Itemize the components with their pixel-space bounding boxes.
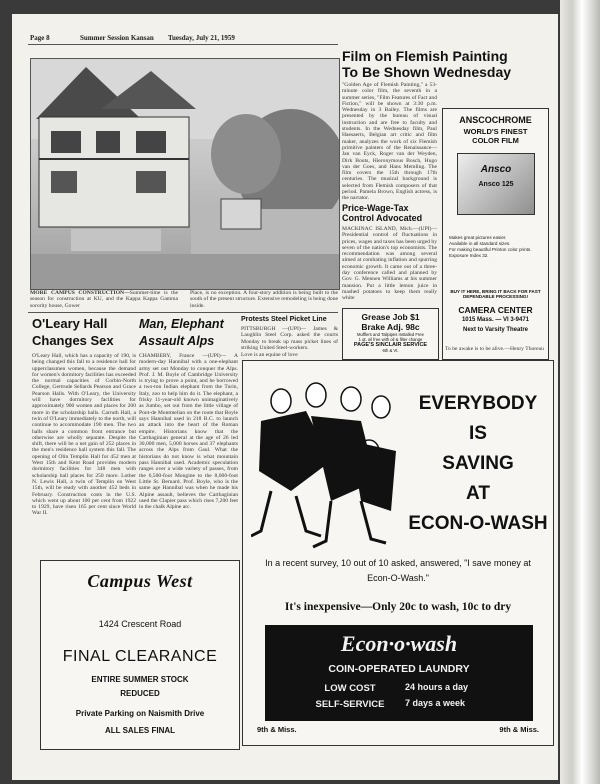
house-illustration xyxy=(31,59,339,289)
elephant-headline-1: Man, Elephant xyxy=(139,317,224,331)
econo-laundry: COIN-OPERATED LAUNDRY xyxy=(328,663,470,675)
caption-left-text: Summer-time is the season for construction at KU, and the Kappa Kappa Gamma sorority house, Gower xyxy=(30,290,178,309)
film-box-speed: Ansco 125 xyxy=(478,181,514,188)
clearance-line1: ENTIRE SUMMER STOCK xyxy=(91,675,189,684)
econo-location-left: 9th & Miss. xyxy=(257,725,297,734)
elephant-body: CHAMBERY, France —(UPI)— A modern-day Hannibal with a one-elephant army set out Monday to conquer the Alps. Prof. J. M. Boyle of Cambridge University is trying to prove a point, and he borrowed a two-ton Indian elephant from the Turin, Italy, zoo to help him do it. The elephant, a frisky 11-year-old known unimaginatively as Jumbo, set out from the little village of Pont-de Montmelian on the route that Boyle says Hannibal used in 218 B.C. to launch an attack into the heart of the Roman empire. Historians know that the Carthaginian general at the age of 26 led 30,000 men, 5,000 horses and 37 elephants across the Alps from Gaul. What the historians do not know is what mountain pass Hannibal used. Academic speculation ranges over a wide variety of passes, from the 6,500-foot Mongine to the 8,000-foot Little St. Bernard. Prof. Boyle, who is the same age Hannibal was when he made his Alpine assault, believes the Carthaginian used the Clapier pass which rises 7,200 feet in the chalk Alpine arc. xyxy=(139,353,238,511)
econowash-ad xyxy=(242,360,554,746)
oleary-headline-2: Changes Sex xyxy=(32,333,114,348)
campus-west-logo: Campus West xyxy=(87,571,193,591)
oleary-headline-1: O'Leary Hall xyxy=(32,316,108,331)
newspaper-name: Summer Session Kansan xyxy=(80,34,154,42)
steel-headline: Protests Steel Picket Line xyxy=(241,316,327,323)
grease-station: PAGE'S SINCLAIR SERVICE xyxy=(353,342,428,348)
photo-caption-right: Place, is no exception. A four-story addition is being built to the south of the present structure. Extensive remodeling is being done inside. xyxy=(190,290,338,309)
grease-ad xyxy=(342,308,439,360)
ansco-bullet: Exposure Index 32. xyxy=(449,253,489,258)
binding-edge xyxy=(560,0,600,784)
oleary-body: O'Leary Hall, which has a capacity of 190, is being changed this fall to a residence hall for upperclassmen women, because the demand for women's dormitory facilities has exceeded the normal capacities of Corbin-North College, Gertrude Sellards Pearson and Grace Pearson Halls. With O'Leary, the University will have dormitory facilities for approximately 900 women and places for 200 more in the scholarship halls. Carruth Hall, a twin of O'Leary immediately to the north, will continue to accommodate 190 men. The two halls share a common front entrance but otherwise are wholly separate. Despite the shift, there will be a net gain of 252 places in the men's residence hall system this fall. The opening of Olin Templin Hall for 452 men at West 15th and Kent Road provides modern dormitory facilities for 348 men with scholarship hall places for 250 more. Lother N. Lewis Hall, a twin of Templin on West 15th, will be ready with another 452 beds in February. Construction costs in the U.S. which went up about 100 per cent from 1922 to 1929, have risen 165 per cent since World War II. xyxy=(32,353,136,517)
econo-h5: ECON-O-WASH xyxy=(408,513,548,534)
ansco-next-to: Next to Varsity Theatre xyxy=(462,327,529,333)
econo-h1: EVERYBODY xyxy=(418,393,538,414)
econo-hours-1: 24 hours a day xyxy=(405,682,469,692)
ansco-bullet: For making beautiful Printon color prints. xyxy=(449,247,532,252)
ansco-store: CAMERA CENTER xyxy=(458,305,533,315)
econo-logo: Econ·o·wash xyxy=(340,631,458,656)
ansco-bullets xyxy=(449,235,543,259)
grease-location: 6th & Vt. xyxy=(382,348,399,353)
econo-location-right: 9th & Miss. xyxy=(499,725,539,734)
caption-lead: MORE CAMPUS CONSTRUCTION— xyxy=(30,290,130,296)
econo-price: It's inexpensive—Only 20c to wash, 10c to dry xyxy=(284,601,512,613)
issue-date: Tuesday, July 21, 1959 xyxy=(168,34,235,42)
econo-logo-panel xyxy=(265,625,533,721)
clearance-line3: Private Parking on Naismith Drive xyxy=(75,709,205,718)
grease-line3: Mufflers and Tailpipes Installed Free xyxy=(357,332,424,337)
grease-line1: Grease Job $1 xyxy=(361,312,420,322)
crowd-illustration xyxy=(251,381,401,551)
campus-west-address: 1424 Crescent Road xyxy=(98,619,182,629)
ansco-address: 1015 Mass. — VI 3-9471 xyxy=(461,317,530,323)
film-box-image xyxy=(457,153,535,215)
elephant-headline-2: Assault Alps xyxy=(139,334,215,348)
price-headline: Price-Wage-Tax Control Advocated xyxy=(342,203,423,223)
ansco-buy: BUY IT HERE, BRING IT BACK FOR FAST DEPENDABLE PROCESSING! xyxy=(450,289,541,299)
header-rule xyxy=(28,44,338,45)
film-box-label: Ansco xyxy=(480,164,512,175)
page-number: Page 8 xyxy=(30,34,50,42)
film-headline-2: To Be Shown Wednesday xyxy=(342,64,512,80)
ansco-line3: COLOR FILM xyxy=(472,136,519,145)
econo-self-service: SELF-SERVICE xyxy=(315,699,385,710)
econo-low-cost: LOW COST xyxy=(324,683,376,694)
construction-photo xyxy=(30,58,340,290)
ansco-brand: ANSCOCHROME xyxy=(459,115,532,125)
econo-survey: In a recent survey, 10 out of 10 asked, answered, "I save money at Econ-O-Wash." xyxy=(265,558,531,583)
ansco-bullet: Available in all standard sizes. xyxy=(449,241,511,246)
clearance-line2: REDUCED xyxy=(120,689,160,698)
price-body: MACKINAC ISLAND, Mich.—(UPI)—Presidential control of fluctuations in prices, wages and taxes has been urged by seven of the nation's top economists. The recommendation was among several aimed at combating inflation and spurring economic growth. It came out of a three-day conference called and planned by Gov. G. Mennen Williams at his summer mansion. Put a little lemon juice in mashed potatoes to keep them really white xyxy=(342,226,437,302)
ansco-bullet: Makes great pictures easier. xyxy=(449,235,507,240)
film-body: "Golden Age of Flemish Painting," a 53-minute color film, the seventh in a summer series, "Film Features of Fact and Fiction," will be shown at 3:30 p.m. Wednesday in 3 Bailey. The films are presented by the bureau of visual instruction and are free to faculty and students. In the Wednesday film, Paul Haesaerts, Belgian art critic and film maker, analyzes the work of six Flemish primitive painters of the Renaissance—Jan van Eyck, Roger van der Weyden, Dirk Bouts, Hieronymous Bosch, Hugo van der Goes, and Hans Memling. The film covers the 15th through 17th centuries. The musical background is selected from Flemish composers of that period. Pamela Brown, English actress, is the narrator. xyxy=(342,82,437,202)
grease-line4: 1 qt. oil free with oil & filter change xyxy=(358,337,423,342)
campus-west-ad xyxy=(40,560,240,750)
thoreau-quote: To be awake is to be alive.—Henry Thoreau xyxy=(445,346,544,352)
film-headline-1: Film on Flemish Painting xyxy=(342,48,508,64)
ansco-ad xyxy=(442,108,549,360)
clearance-title: FINAL CLEARANCE xyxy=(62,648,218,665)
clearance-line4: ALL SALES FINAL xyxy=(104,726,176,735)
ansco-line2: WORLD'S FINEST xyxy=(463,127,528,136)
grease-line2: Brake Adj. 98c xyxy=(361,322,420,332)
filler-line: Love is an equine of love xyxy=(241,352,298,358)
econo-hours-2: 7 days a week xyxy=(405,698,466,708)
section-rule xyxy=(28,312,338,313)
econo-h2: IS xyxy=(469,423,487,444)
steel-body: PITTSBURGH —(UPI)— James & Laughlin Steel Corp. asked the courts Monday to break up mass picket lines of striking United Steel-workers. xyxy=(241,326,338,351)
econo-h3: SAVING xyxy=(442,453,514,474)
econo-h4: AT xyxy=(466,483,490,504)
